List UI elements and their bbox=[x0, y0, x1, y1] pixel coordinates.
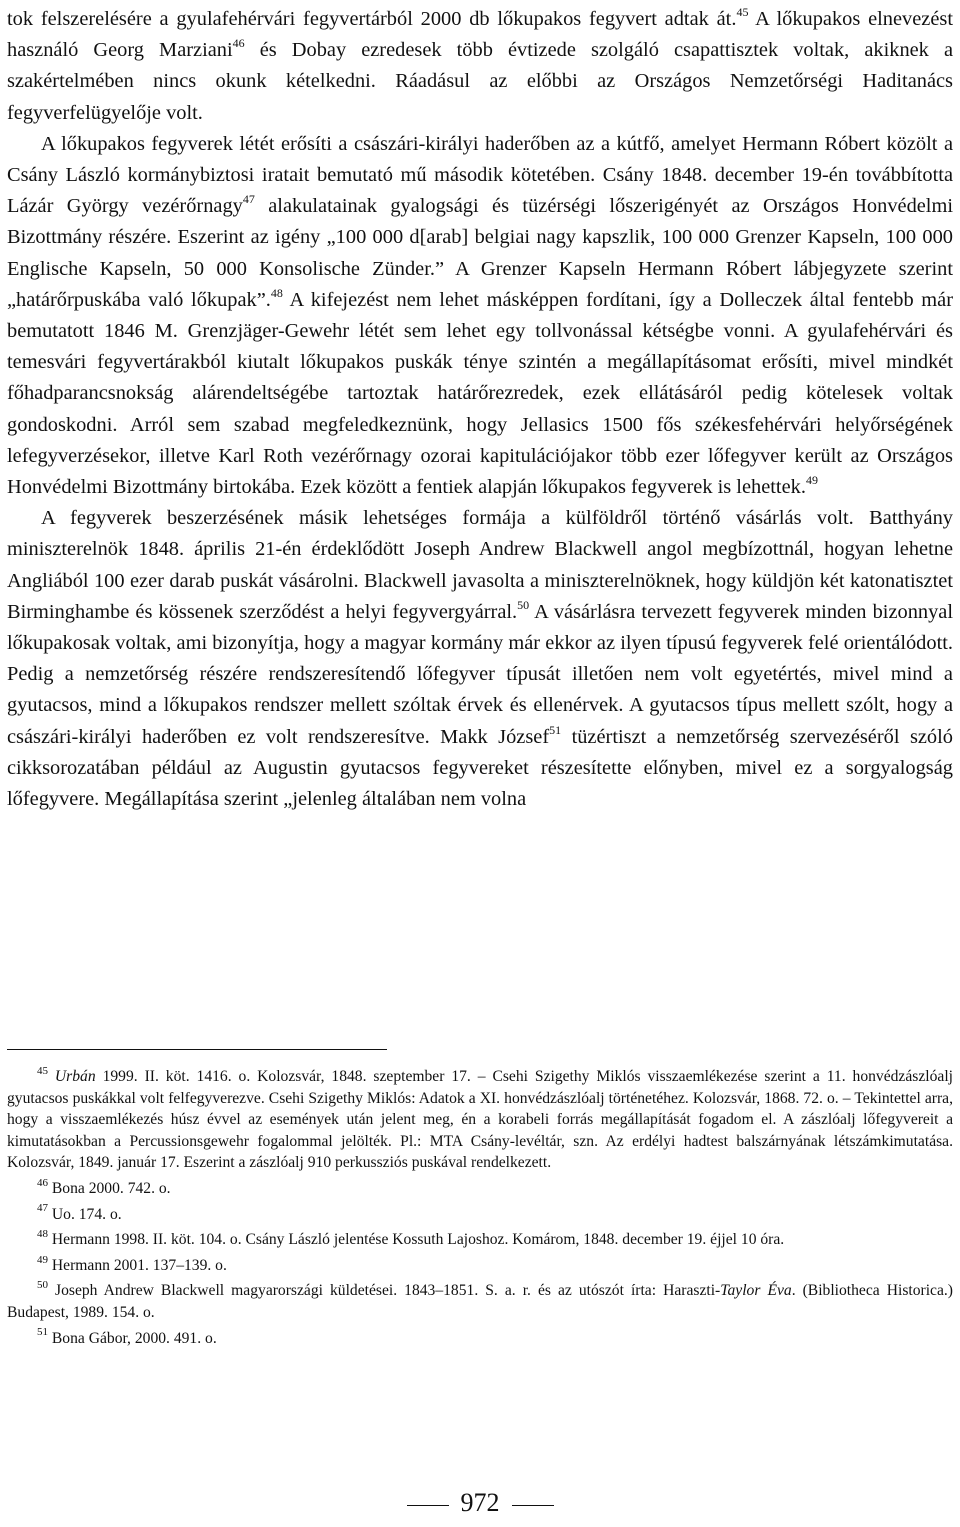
footnote-48 bbox=[7, 1229, 953, 1251]
paragraph-2 bbox=[7, 129, 953, 503]
footnote-ref-48[interactable]: 48 bbox=[270, 286, 283, 301]
text-run: A fegyverek beszerzésének másik lehetséges formája a külföldről történő vásárlás volt. Batthyány miniszterelnök 1848. április 21-én érdeklődött Joseph Andrew Blackwell angol megbízottnál, hogyan lehetne Angliából 100 ezer darab puskát vásárolni. Blackwell javasolta a miniszterelnöknek, hogy küldjön két katonatisztet Birminghambe és kössenek szerződést a helyi fegyvergyárral. bbox=[7, 507, 953, 623]
footnote-number: 45 bbox=[37, 1064, 48, 1077]
body-text bbox=[7, 4, 953, 815]
footnote-47 bbox=[7, 1204, 953, 1226]
footnote-text: . (Bibliotheca Historica.) Budapest, 1989. 154. o. bbox=[7, 1282, 953, 1321]
footnote-number: 51 bbox=[37, 1326, 48, 1339]
page-number-value: 972 bbox=[460, 1488, 500, 1517]
footnote-text: 1999. II. köt. 1416. o. Kolozsvár, 1848. szeptember 17. – Csehi Szigethy Miklós visszaemlékezése szerint a 11. honvédzászlóalj gyutacsos puskákkal volt felfegyverezve. Csehi Szigethy Miklós: Adatok a XI. honvédzászlóalj történetéhez. Kolozsvár, 1868. 72. o. – Tekintettel arra, hogy a visszaemlékezés húsz évvel az események után jelent meg, én a korabeli forrás megállapítását fogadom el. A zászlóalj lőfegyvereit a kimutatásokban a Percussionsgewehr fogalommal jelölték. Pl.: MTA Csány-levéltár, szn. Az erdélyi hadtest balszárnyának létszámkimutatása. Kolozsvár, 1849. január 17. Eszerint a zászlóalj 910 perkussziós puskával rendelkezett. bbox=[7, 1068, 953, 1172]
footnote-text: Bona 2000. 742. o. bbox=[48, 1179, 171, 1197]
footnote-number: 49 bbox=[37, 1253, 48, 1266]
text-run: tüzértiszt a nemzetőrség szervezéséről szóló cikksorozatában például az Augustin gyutacsos fegyvereket részesítette előnyben, mivel ez a sorgyalogság lőfegyvere. Megállapítása szerint „jelenleg általában nem volna bbox=[7, 725, 953, 811]
text-run: A vásárlásra tervezett fegyverek minden bizonnyal lőkupakosak voltak, ami bizonyítja, hogy a magyar kormány már ekkor az ilyen típusú fegyverek felé orientálódott. Pedig a nemzetőrség részére rendszeresítendő lőfegyver típusát illetően nem volt egyetértés, mivel mind a gyutacsos, mind a lőkupakos rendszer mellett szóltak érvek és ellenérvek. A gyutacsos típus mellett szólt, hogy a császári-királyi haderőben ez volt rendszeresítve. Makk József bbox=[7, 600, 953, 748]
footnote-ref-45[interactable]: 45 bbox=[736, 5, 749, 20]
text-run: alakulatainak gyalogsági és tüzérségi lőszerigényét az Országos Honvédelmi Bizottmány részére. Eszerint az igény „100 000 d[arab] belgiai nagy kapszlik, 100 000 Grenzer Kapseln, 100 000 Englische Kapseln, 50 000 Konsolische Zünder.” A Grenzer Kapseln Hermann Róbert lábjegyzete szerint „határőrpuskába való lőkupak”. bbox=[7, 195, 954, 311]
text-run: és Dobay ezredesek több évtizede szolgáló csapattisztek voltak, akiknek a szakértelmében nincs okunk kételkedni. Ráadásul az előbbi az Országos Nemzetőrségi Haditanács fegyverfelügyelője volt. bbox=[7, 39, 953, 124]
footnote-text: Bona Gábor, 2000. 491. o. bbox=[48, 1329, 217, 1347]
page-number bbox=[0, 1488, 960, 1518]
footnote-text: Hermann 2001. 137–139. o. bbox=[48, 1256, 227, 1274]
footnote-number: 48 bbox=[37, 1227, 48, 1240]
footnote-text: Hermann 1998. II. köt. 104. o. Csány László jelentése Kossuth Lajoshoz. Komárom, 1848. december 19. éjjel 10 óra. bbox=[48, 1231, 785, 1249]
footnote-ref-46[interactable]: 46 bbox=[232, 36, 245, 51]
footnotes bbox=[7, 1066, 953, 1353]
footnote-ref-47[interactable]: 47 bbox=[242, 192, 255, 207]
footnote-45 bbox=[7, 1066, 953, 1174]
page-number-dash bbox=[512, 1505, 554, 1506]
footnote-text: Joseph Andrew Blackwell magyarországi küldetései. 1843–1851. S. a. r. és az utószót írta: Haraszti- bbox=[48, 1282, 721, 1300]
paragraph-1 bbox=[7, 4, 953, 129]
footnote-italic: Urbán bbox=[54, 1068, 96, 1085]
footnote-number: 50 bbox=[37, 1279, 48, 1292]
text-run: A lőkupakos elnevezést használó Georg Marziani bbox=[7, 8, 953, 62]
page-number-dash bbox=[407, 1505, 449, 1506]
footnote-46 bbox=[7, 1178, 953, 1200]
footnote-50 bbox=[7, 1280, 953, 1323]
footnote-49 bbox=[7, 1255, 953, 1277]
footnote-separator bbox=[7, 1049, 387, 1050]
footnote-number: 47 bbox=[37, 1202, 48, 1215]
footnote-ref-49[interactable]: 49 bbox=[805, 473, 818, 488]
footnote-ref-50[interactable]: 50 bbox=[517, 598, 530, 613]
paragraph-3 bbox=[7, 503, 953, 815]
footnote-ref-51[interactable]: 51 bbox=[549, 722, 562, 737]
footnote-number: 46 bbox=[37, 1176, 48, 1189]
text-run: A kifejezést nem lehet másképpen fordítani, így a Dolleczek által fentebb már bemutatott 1846 M. Grenzjäger-Gewehr létét sem lehet egy tollvonással kétségbe vonni. A gyulafehérvári és temesvári fegyvertárakból kiutalt lőkupakos puskák ténye szintén a megállapításomat erősíti, mivel mindkét főhadparancsnokság alárendeltségébe tartoztak határőrezredek, ezek ellátásáról pedig kötelesek voltak gondoskodni. Arról sem szabad megfeledkeznünk, hogy Jellasics 1500 fős székesfehérvári helyőrségének lefegyverzésekor, illetve Karl Roth vezérőrnagy ozorai kapitulációjakor több ezer lőfegyver került az Országos Honvédelmi Bizottmány birtokába. Ezek között a fentiek alapján lőkupakos fegyverek is lehettek. bbox=[7, 288, 954, 499]
footnote-51 bbox=[7, 1328, 953, 1350]
text-run: A lőkupakos fegyverek létét erősíti a császári-királyi haderőben az a kútfő, amelyet Hermann Róbert közölt a Csány László kormánybiztosi iratait bemutató mű második kötetében. Csány 1848. december 19-én továbbította Lázár György vezérőrnagy bbox=[7, 132, 953, 218]
footnote-italic: Taylor Éva bbox=[720, 1282, 792, 1300]
text-run: tok felszerelésére a gyulafehérvári fegyvertárból 2000 db lőkupakos fegyvert adtak át. bbox=[7, 8, 737, 30]
footnote-text: Uo. 174. o. bbox=[48, 1205, 122, 1223]
